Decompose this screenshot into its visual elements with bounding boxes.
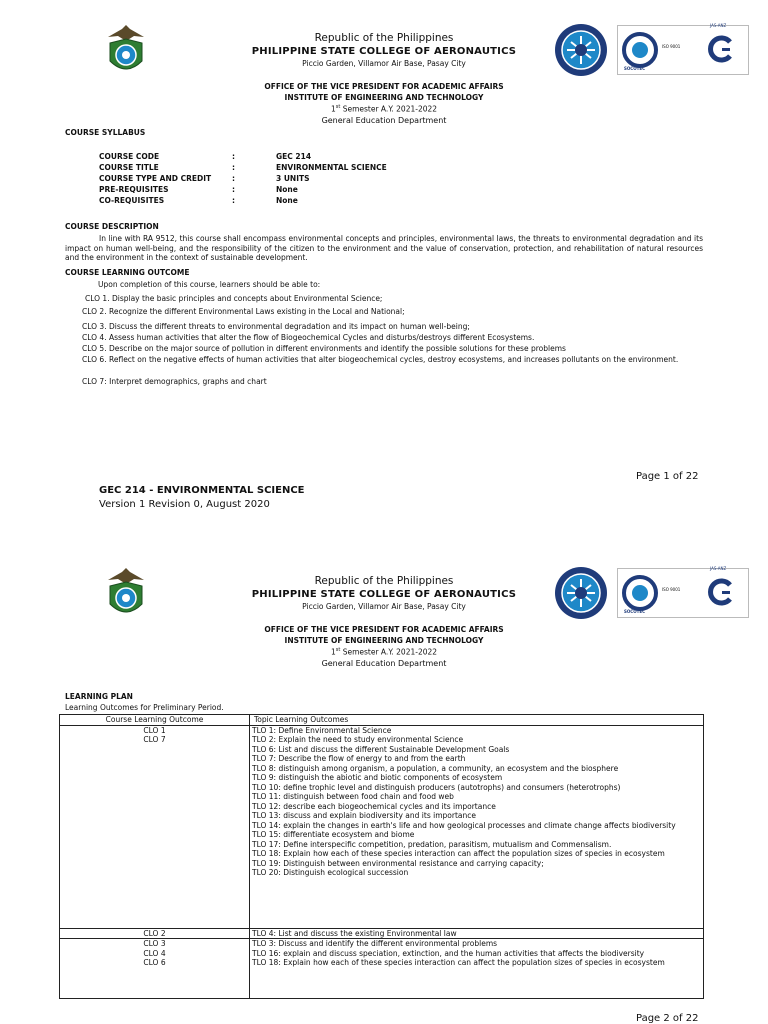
table-header-row <box>60 715 704 726</box>
clo-item: CLO 4. Assess human activities that alter the flow of Biogeochemical Cycles and disturbs/destroys different Ecosystems. <box>82 333 535 342</box>
info-label: PRE-REQUISITES <box>99 185 169 194</box>
clo-cell <box>60 928 250 939</box>
outcome-intro: Upon completion of this course, learners should be able to: <box>98 280 321 289</box>
office-line: OFFICE OF THE VICE PRESIDENT FOR ACADEMIC AFFAIRS <box>264 82 504 91</box>
clo-item: CLO 7: Interpret demographics, graphs and chart <box>82 377 267 386</box>
tlo-item: TLO 2: Explain the need to study environmental Science <box>252 735 464 744</box>
clo-code: CLO 7 <box>143 735 166 744</box>
certification-badge <box>617 568 749 618</box>
page1-header <box>0 0 768 170</box>
jasanz-label: JAS-ANZ <box>710 23 727 28</box>
info-sep: : <box>232 196 235 205</box>
certification-badge <box>617 25 749 75</box>
info-label: COURSE TYPE AND CREDIT <box>99 174 212 183</box>
tlo-item: TLO 4: List and discuss the existing Environmental law <box>252 928 457 938</box>
column-header: Course Learning Outcome <box>60 715 250 726</box>
info-sep: : <box>232 174 235 183</box>
info-sep: : <box>232 163 235 172</box>
clo-item: CLO 1. Display the basic principles and concepts about Environmental Science; <box>85 294 383 303</box>
tlo-cell <box>250 928 704 939</box>
iso-label: ISO 9001 <box>662 587 681 592</box>
tlo-item: TLO 8: distinguish among organism, a population, a community, an ecosystem and the biosphere <box>252 763 619 773</box>
tlo-item: TLO 11: distinguish between food chain and food web <box>252 792 454 801</box>
tlo-item: TLO 7: Describe the flow of energy to and from the earth <box>252 754 466 763</box>
course-type-value: 3 UNITS <box>276 174 310 183</box>
course-title-value: ENVIRONMENTAL SCIENCE <box>276 163 387 172</box>
prereq-value: None <box>276 185 298 194</box>
tlo-item: TLO 12: describe each biogeochemical cycles and its importance <box>252 801 496 811</box>
tlo-item: TLO 20: Distinguish ecological succession <box>252 868 409 877</box>
clo-code: CLO 4 <box>143 948 166 958</box>
tlo-item: TLO 15: differentiate ecosystem and biome <box>252 830 415 839</box>
clo-item: CLO 2. Recognize the different Environmental Laws existing in the Local and National; <box>82 307 405 316</box>
tlo-item: TLO 14: explain the changes in earth's life and how geological processes and climate change affects biodiversity <box>252 820 676 830</box>
tlo-item: TLO 1: Define Environmental Science <box>252 725 392 735</box>
tlo-item: TLO 6: List and discuss the different Sustainable Development Goals <box>252 744 510 754</box>
clo-code: CLO 6 <box>143 958 166 967</box>
semester-line: 1st Semester A.Y. 2021-2022 <box>330 647 438 657</box>
engineering-gear-logo <box>553 565 609 621</box>
republic-line: Republic of the Philippines <box>314 575 454 587</box>
semester-line: 1st Semester A.Y. 2021-2022 <box>330 104 438 114</box>
jasanz-icon <box>706 577 736 607</box>
clo-code: CLO 1 <box>143 725 166 735</box>
college-address: Piccio Garden, Villamor Air Base, Pasay City <box>302 602 466 611</box>
info-label: CO-REQUISITES <box>99 196 165 205</box>
outcome-heading: COURSE LEARNING OUTCOME <box>65 268 190 277</box>
tlo-item: TLO 18: Explain how each of these species interaction can affect the population sizes of species in ecosystem <box>252 958 665 967</box>
footer-version: Version 1 Revision 0, August 2020 <box>99 499 270 510</box>
clo-item: CLO 5. Describe on the major source of pollution in different environments and identify the possible solutions for these problems <box>82 344 566 353</box>
tlo-cell <box>250 939 704 999</box>
learning-plan-heading: LEARNING PLAN <box>65 692 133 701</box>
tlo-cell <box>250 725 704 928</box>
institute-line: INSTITUTE OF ENGINEERING AND TECHNOLOGY <box>284 93 484 102</box>
course-code-value: GEC 214 <box>276 152 312 161</box>
college-address: Piccio Garden, Villamor Air Base, Pasay City <box>302 59 466 68</box>
info-sep: : <box>232 152 235 161</box>
table-row <box>60 725 704 928</box>
institute-line: INSTITUTE OF ENGINEERING AND TECHNOLOGY <box>284 636 484 645</box>
socotec-icon <box>622 32 658 68</box>
tlo-item: TLO 3: Discuss and identify the different environmental problems <box>252 939 498 948</box>
office-line: OFFICE OF THE VICE PRESIDENT FOR ACADEMIC AFFAIRS <box>264 625 504 634</box>
info-label: COURSE TITLE <box>99 163 159 172</box>
coreq-value: None <box>276 196 298 205</box>
tlo-item: TLO 18: Explain how each of these species interaction can affect the population sizes of species in ecosystem <box>252 849 665 858</box>
page-number: Page 1 of 22 <box>636 471 699 482</box>
socotec-icon <box>622 575 658 611</box>
engineering-gear-logo <box>553 22 609 78</box>
department-line: General Education Department <box>321 659 447 668</box>
learning-plan-subheading: Learning Outcomes for Preliminary Period. <box>65 703 224 712</box>
iso-label: ISO 9001 <box>662 44 681 49</box>
tlo-item: TLO 9: distinguish the abiotic and biotic components of ecosystem <box>252 773 503 782</box>
description-heading: COURSE DESCRIPTION <box>65 222 159 231</box>
clo-cell <box>60 939 250 999</box>
jasanz-label: JAS-ANZ <box>710 566 727 571</box>
column-header: Topic Learning Outcomes <box>250 715 704 726</box>
department-line: General Education Department <box>321 116 447 125</box>
tlo-item: TLO 13: discuss and explain biodiversity and its importance <box>252 811 476 820</box>
college-name: PHILIPPINE STATE COLLEGE OF AERONAUTICS <box>251 46 517 57</box>
info-label: COURSE CODE <box>99 152 160 161</box>
college-name: PHILIPPINE STATE COLLEGE OF AERONAUTICS <box>251 589 517 600</box>
course-description: In line with RA 9512, this course shall encompass environmental concepts and principles, environmental laws, the threats to environmental degradation and its impact on human well-being, and the responsibility of the citizen to the environment and the value of conservation, protection, and rehabilitation of natural resources and the environment in the context of sustainable development. <box>65 234 703 262</box>
clo-code: CLO 2 <box>143 928 166 938</box>
page-number: Page 2 of 22 <box>636 1013 699 1024</box>
tlo-item: TLO 10: define trophic level and distinguish producers (autotrophs) and consumers (heterotrophs) <box>252 782 621 792</box>
table-row <box>60 928 704 939</box>
footer-course-title: GEC 214 - ENVIRONMENTAL SCIENCE <box>99 485 305 496</box>
tlo-item: TLO 19: Distinguish between environmental resistance and carrying capacity; <box>252 858 544 868</box>
page2-header <box>0 543 768 713</box>
clo-item: CLO 6. Reflect on the negative effects of human activities that alter biogeochemical cycles, destroy ecosystems, and increases pollutants on the environment. <box>82 355 679 364</box>
info-sep: : <box>232 185 235 194</box>
socotec-label: SOCOTEC <box>624 66 646 71</box>
syllabus-heading: COURSE SYLLABUS <box>65 128 146 137</box>
jasanz-icon <box>706 34 736 64</box>
clo-code: CLO 3 <box>143 939 166 948</box>
tlo-item: TLO 17: Define interspecific competition, predation, parasitism, mutualism and Commensalism. <box>252 839 612 849</box>
clo-cell <box>60 725 250 928</box>
socotec-label: SOCOTEC <box>624 609 646 614</box>
clo-item: CLO 3. Discuss the different threats to environmental degradation and its impact on human well-being; <box>82 322 470 331</box>
learning-plan-table <box>59 714 704 999</box>
tlo-item: TLO 16: explain and discuss speciation, extinction, and the human activities that affects the biodiversity <box>252 948 645 958</box>
table-row <box>60 939 704 999</box>
republic-line: Republic of the Philippines <box>314 32 454 44</box>
